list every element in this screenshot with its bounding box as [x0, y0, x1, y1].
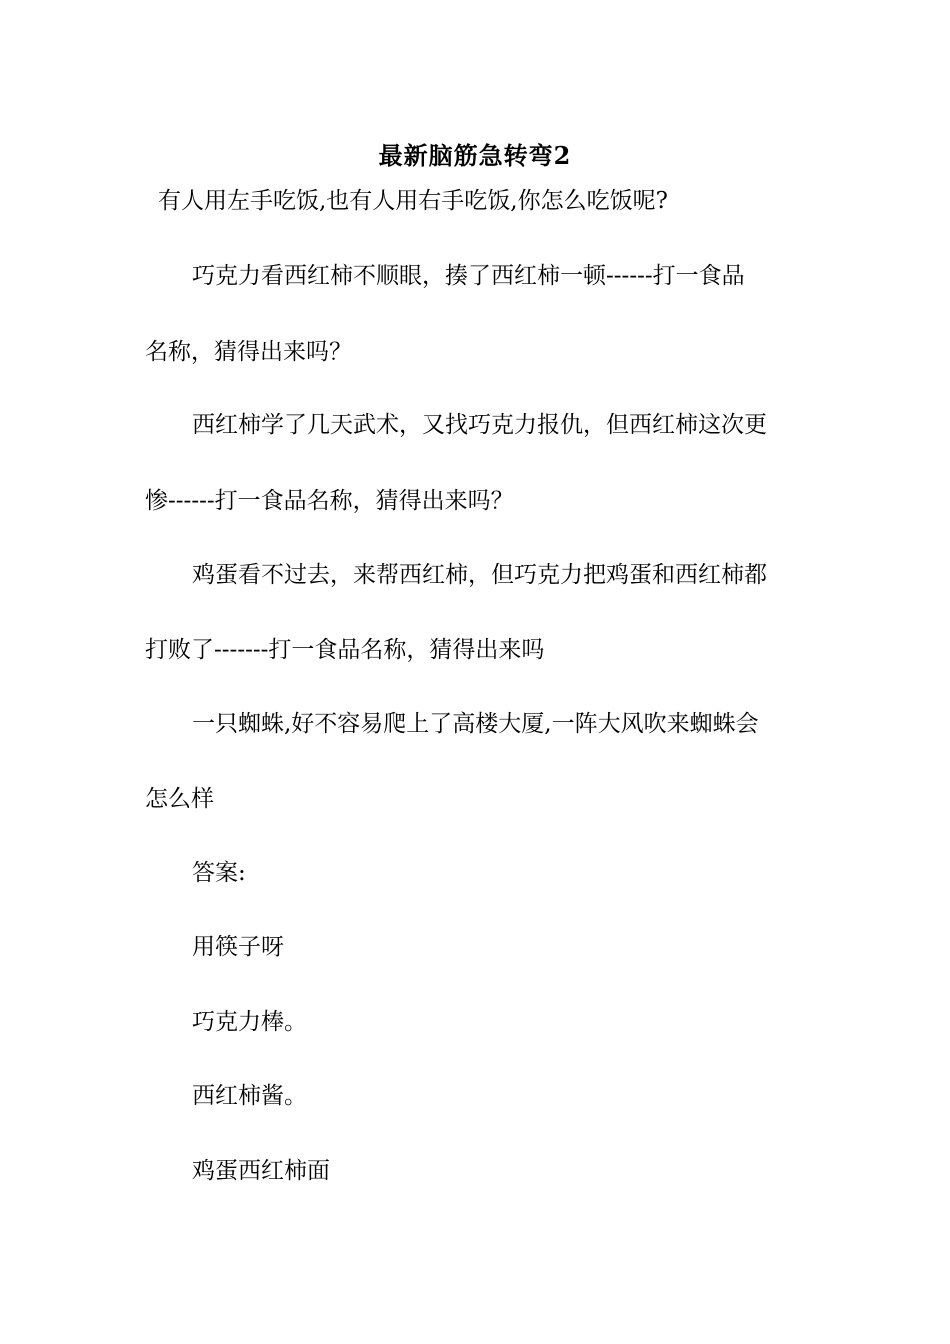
- question-2-line-2: 惨------打一食品名称，猜得出来吗？: [145, 488, 514, 514]
- question-1-line-1: 巧克力看西红柿不顺眼，揍了西红柿一顿------打一食品: [192, 263, 745, 289]
- question-4-line-2: 怎么样: [145, 786, 214, 812]
- question-2-line-1: 西红柿学了几天武术，又找巧克力报仇，但西红柿这次更: [192, 412, 767, 438]
- question-1-line-2: 名称，猜得出来吗？: [145, 339, 352, 365]
- answers-label: 答案:: [192, 860, 246, 886]
- answer-4: 鸡蛋西红柿面: [192, 1158, 330, 1184]
- document-title: 最新脑筋急转弯2: [378, 141, 572, 170]
- answer-3: 西红柿酱。: [192, 1083, 307, 1109]
- answer-1: 用筷子呀: [192, 934, 284, 960]
- intro-question: 有人用左手吃饭,也有人用右手吃饭,你怎么吃饭呢?: [158, 188, 668, 214]
- question-3-line-1: 鸡蛋看不过去，来帮西红柿，但巧克力把鸡蛋和西红柿都: [192, 562, 767, 588]
- answer-2: 巧克力棒。: [192, 1009, 307, 1035]
- question-3-line-2: 打败了-------打一食品名称，猜得出来吗: [145, 637, 545, 663]
- question-4-line-1: 一只蜘蛛,好不容易爬上了高楼大厦,一阵大风吹来蜘蛛会: [192, 711, 759, 737]
